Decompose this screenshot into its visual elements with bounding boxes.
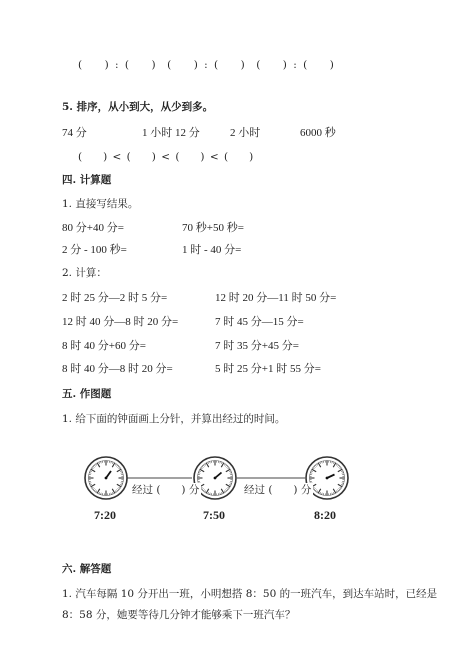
- s4-q2-item-3: 12 时 40 分—8 时 20 分=: [62, 316, 179, 328]
- s4-q2-item-5: 8 时 40 分+60 分=: [62, 340, 146, 352]
- s4-q2-item-2: 12 时 20 分—11 时 50 分=: [215, 292, 337, 304]
- s4-q1-item-1: 80 分+40 分=: [62, 222, 124, 234]
- s4-q2-item-8: 5 时 25 分+1 时 55 分=: [215, 363, 321, 375]
- s4-q1-item-4: 1 时 - 40 分=: [182, 244, 242, 256]
- clock-time-3: 8:20: [314, 508, 336, 522]
- pass-label-1: 经过 ( ) 分: [132, 484, 200, 496]
- s4-q1-item-2: 70 秒+50 秒=: [182, 222, 244, 234]
- s4-q2-title: 2. 计算：: [62, 267, 107, 279]
- q5-item-2: 1 小时 12 分: [142, 127, 200, 139]
- ratio-blanks-row: ( ) : ( ) ( ) : ( ) ( ) : ( ): [78, 59, 335, 71]
- q5-item-3: 2 小时: [230, 127, 261, 139]
- q5-item-1: 74 分: [62, 127, 87, 139]
- clock-1: [85, 457, 127, 499]
- clock-time-2: 7:50: [203, 508, 225, 522]
- s4-q1-item-3: 2 分 - 100 秒=: [62, 244, 127, 256]
- q5-item-4: 6000 秒: [300, 127, 336, 139]
- clock-diagram: [0, 440, 474, 540]
- s5-q1-title: 1. 给下面的钟面画上分针，并算出经过的时间。: [62, 413, 286, 425]
- q5-blanks: ( ) < ( ) < ( ) < ( ): [78, 151, 254, 163]
- section-6-title: 六. 解答题: [62, 563, 112, 575]
- s4-q2-item-1: 2 时 25 分—2 时 5 分=: [62, 292, 168, 304]
- s6-q1-line-1: 1. 汽车每隔 10 分开出一班，小明想搭 8：50 的一班汽车，到达车站时，已经是: [62, 588, 438, 600]
- section-4-title: 四. 计算题: [62, 174, 112, 186]
- s4-q2-item-7: 8 时 40 分—8 时 20 分=: [62, 363, 173, 375]
- section-5-title: 五. 作图题: [62, 388, 112, 400]
- clock-time-1: 7:20: [94, 508, 116, 522]
- s4-q2-item-6: 7 时 35 分+45 分=: [215, 340, 299, 352]
- s4-q1-title: 1. 直接写结果。: [62, 198, 139, 210]
- pass-label-2: 经过 ( ) 分: [244, 484, 312, 496]
- s4-q2-item-4: 7 时 45 分—15 分=: [215, 316, 304, 328]
- q5-title: 5. 排序，从小到大，从少到多。: [62, 101, 214, 113]
- s6-q1-line-2: 8：58 分，她要等待几分钟才能够乘下一班汽车？: [62, 609, 296, 621]
